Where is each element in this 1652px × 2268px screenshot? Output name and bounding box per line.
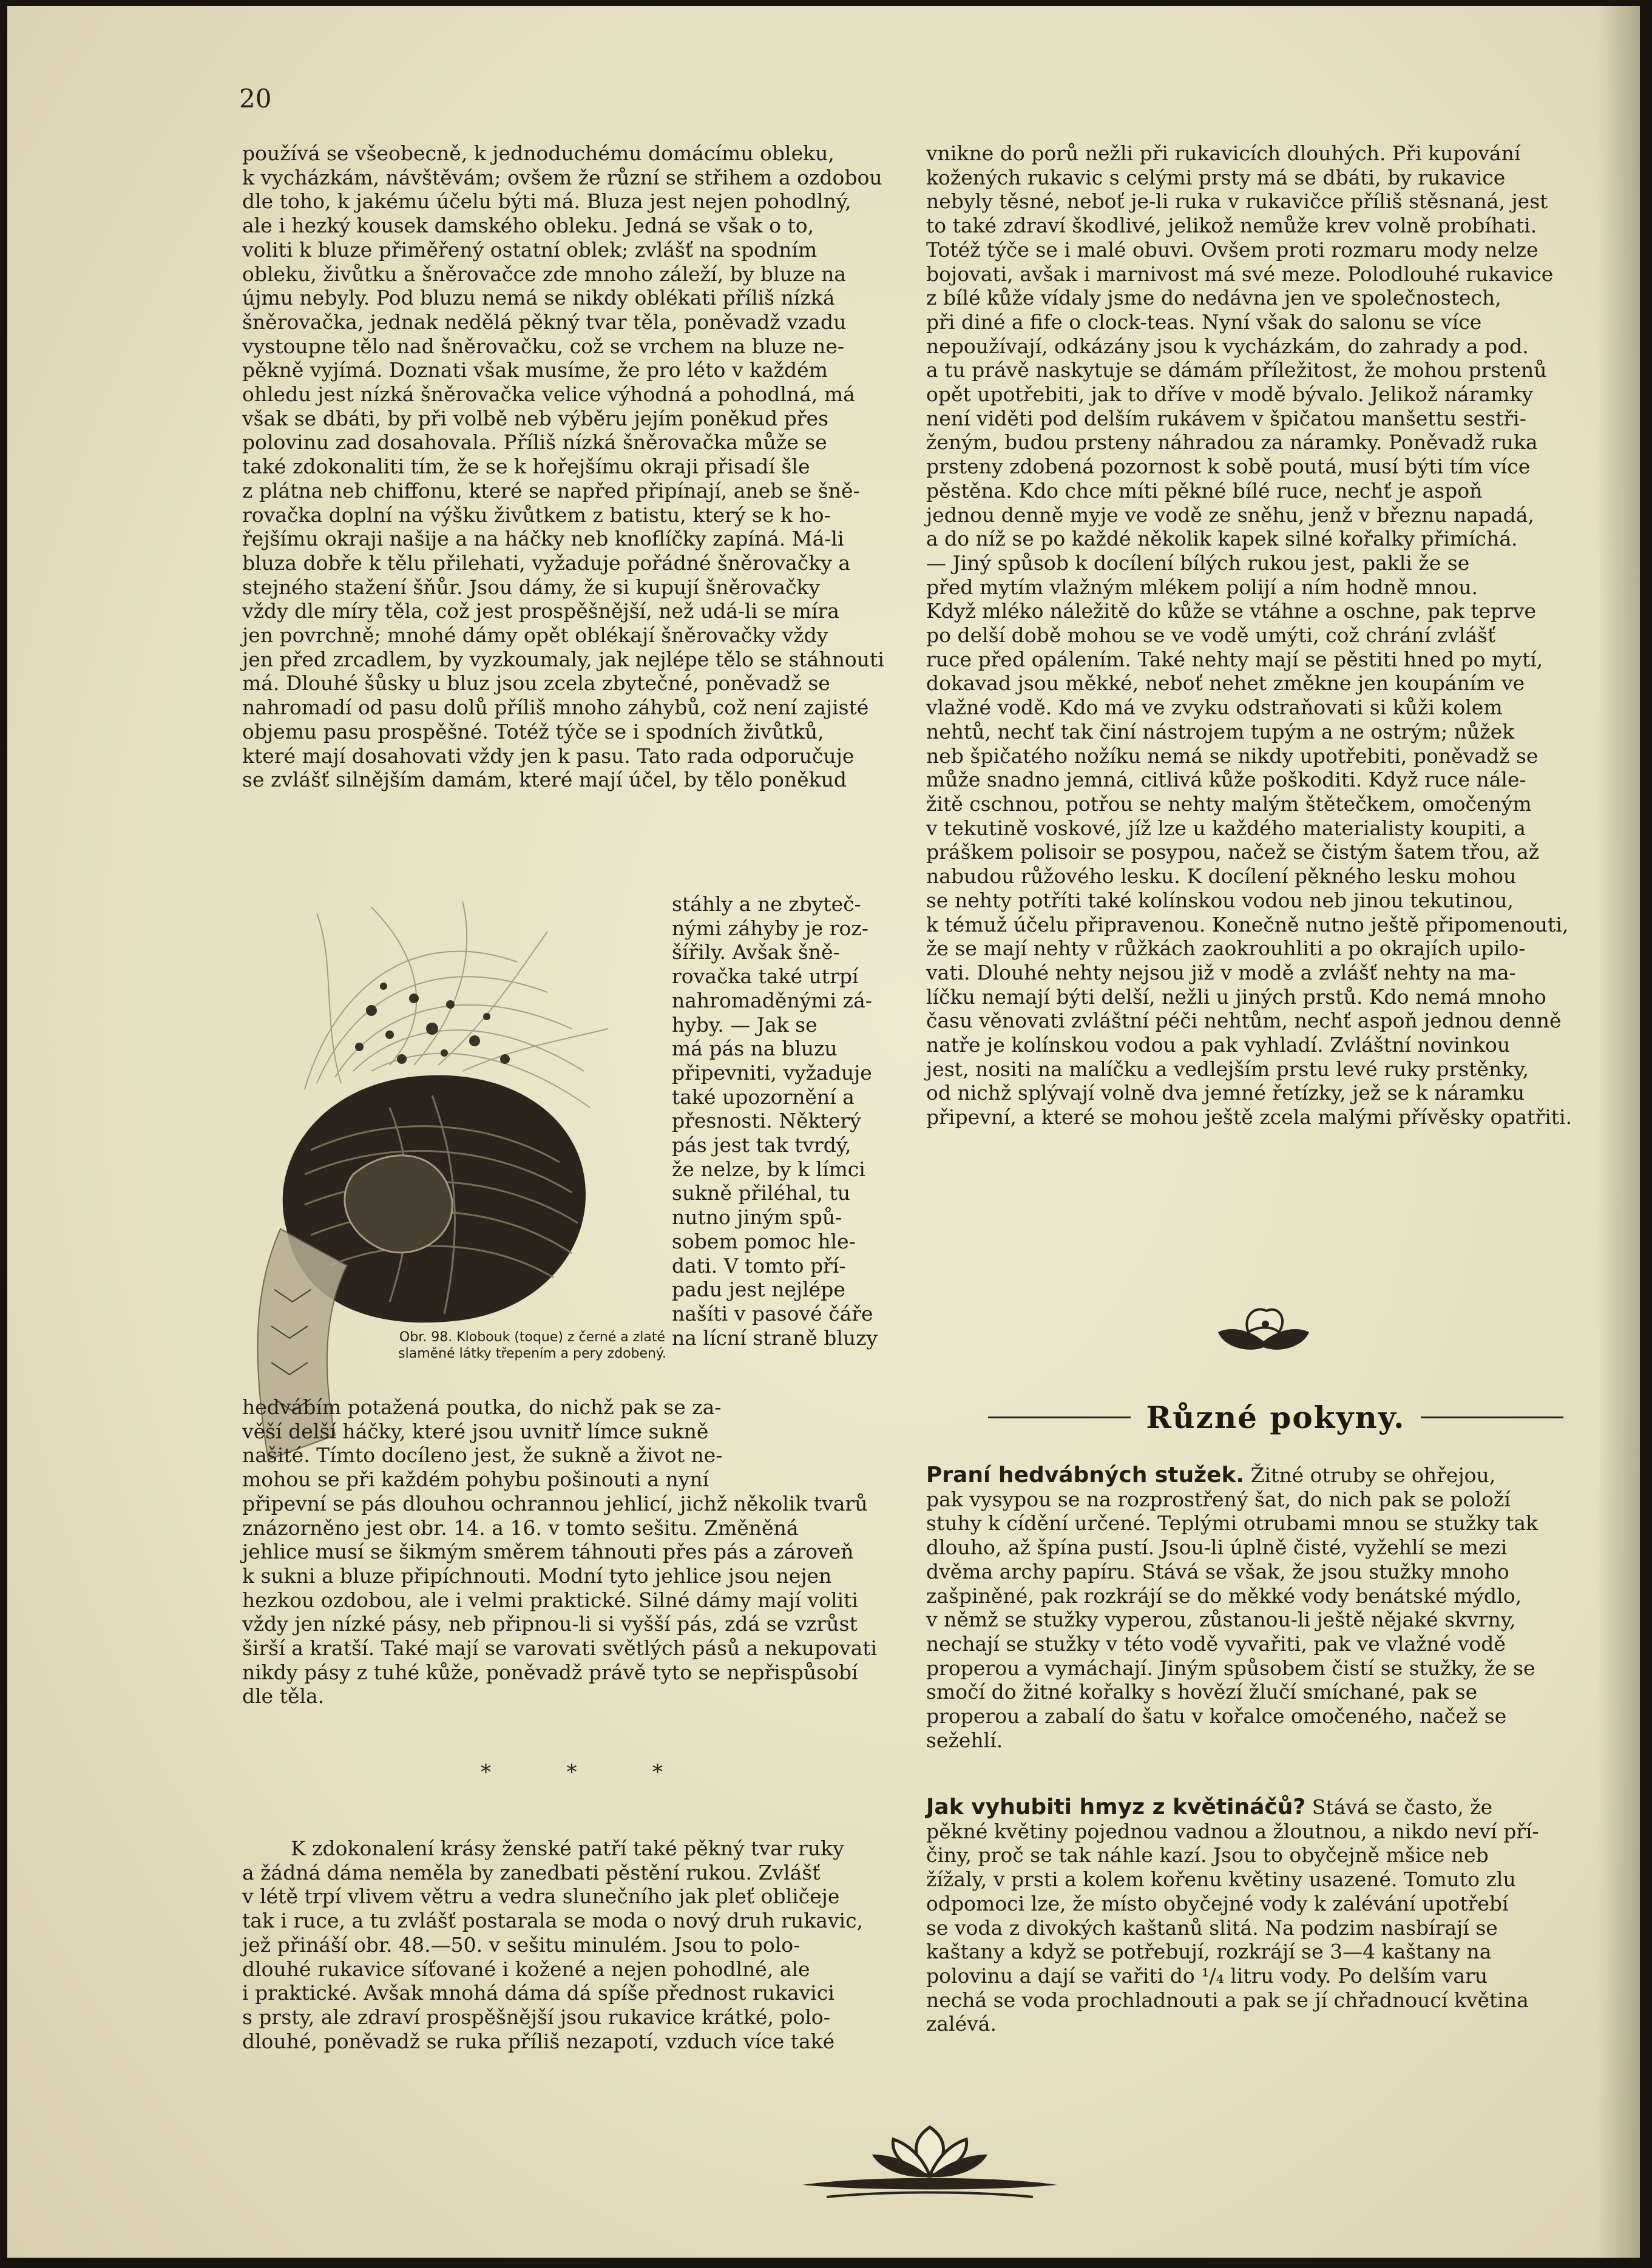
separator-star: * (481, 1760, 491, 1784)
right-column-text: vnikne do porů nežli při rukavicích dlouhých. Při kupování kožených rukavic s celými prsty má se dbáti, by rukavice nebyly těsné, neboť je-li ruka v rukavičce příliš stěsnaná, jest to také zdraví škodlivé, jelikož nemůže krev volně probíhati. Totéž týče se i malé obuvi. Ovšem proti rozmaru mody nelze bojovati, avšak i marnivost má své meze. Polodlouhé rukavice z bílé kůže vídaly jsme do nedávna jen ve společnostech, při diné a fife o clock-teas. Nyní však do salonu se více nepoužívají, odkázány jsou k vycházkám, do zahrady a pod. a tu právě naskytuje se dámám příležitost, že mohou prstenů opět upotřebiti, jak to dříve v modě bývalo. Jelikož náramky není viděti pod delším rukávem v špičatou manšettu sestři- ženým, budou prsteny náhradou za náramky. Poněvadž ruka prsteny zdobená pozornost k sobě poutá, musí býti tím více pěstěna. Kdo chce míti pěkné bílé ruce, nechť je aspoň jednou denně myje ve vodě ze sněhu, jenž v březnu napadá, a do níž se po každé několik kapek silné kořalky přimíchá. — Jiný spůsob k docílení bílých rukou jest, pakli že se před mytím vlažným mlékem polijí a ním hodně mnou. Když mléko náležitě do kůže se vtáhne a oschne, pak teprve po delší době mohou se ve vodě umýti, což chrání zvlášť ruce před opálením. Také nehty mají se pěstiti hned po mytí, dokavad jsou měkké, neboť nehet změkne jen koupáním ve vlažné vodě. Kdo má ve zvyku odstraňovati si kůži kolem nehtů, nechť tak činí nástrojem tupým a ne ostrým; nůžek neb špičatého nožíku nemá se nikdy upotřebiti, poněvadž se může snadno jemná, citlivá kůže poškoditi. Když ruce nále- žitě cschnou, potřou se nehty malým štětečkem, omočeným v tekutině voskové, jíž lze u každého materialisty koupiti, a práškem polisoir se posypou, načež se čistým šatem třou, až nabudou růžového lesku. K docílení pěkného lesku mohou se nehty potříti také kolínskou vodou neb jinou tekutinou, k témuž účelu připravenou. Konečně nutno ještě připomenouti, že se mají nehty v růžkách zaokrouhliti a po okrajích upilo- vati. Dlouhé nehty nejsou již v modě a zvlášť nehty na ma- líčku nemají býti delší, nežli u jiných prstů. Kdo nemá mnoho času věnovati zvláštní péči nehtům, nechť aspoň jednou denně natře je kolínskou vodou a pak vyhladí. Zvláštní novinkou jest, nositi na malíčku a vedlejším prstu levé ruky prstěnky, od nichž splývají volně dva jemné řetízky, jež se k náramku připevní, a které se mohou ještě zcela malými přívěsky opatřiti. (926, 141, 1572, 1129)
floral-ornament-icon (1212, 1299, 1315, 1359)
hat-illustration (232, 889, 669, 1472)
page (7, 6, 1640, 2258)
pest-removal-paragraph (926, 1795, 1580, 2036)
left-column-continued-text: hedvábím potažená poutka, do nichž pak se za- věší delší háčky, které jsou uvnitř límce sukně našité. Tímto docíleno jest, že sukně a život ne- mohou se při každém pohybu pošinouti a nyní připevní se pás dlouhou ochrannou jehlicí, jichž několik tvarů znázorněno jest obr. 14. a 16. v tomto sešitu. Změněná jehlice musí se šikmým směrem táhnouti přes pás a zároveň k sukni a bluze připíchnouti. Modní tyto jehlice jsou nejen hezkou ozdobou, ale i velmi praktické. Silné dámy mají voliti vždy jen nízké pásy, neb připnou-li si vyšší pás, zdá se vzrůst širší a kratší. Také mají se varovati světlých pásů a nekupovati nikdy pásy z tuhé kůže, poněvadž právě tyto se nepřispůsobí dle těla. (242, 1395, 878, 1708)
separator-star: * (566, 1760, 577, 1784)
section-separator-stars (481, 1760, 663, 1784)
pest-removal-heading: Jak vyhubiti hmyz z květináčů? (926, 1795, 1306, 1819)
left-column-wrap-text: stáhly a ne zbyteč- nými záhyby je roz- šířily. Avšak šně- rovačka také utrpí nahromaděnými zá- hyby. — Jak se má pás na bluzu připevniti, vyžaduje také upozornění a přesnosti. Některý pás jest tak tvrdý, že nelze, by k límci sukně přiléhal, tu nutno jiným spů- sobem pomoc hle- dati. V tomto pří- padu jest nejlépe našíti v pasové čáře na lícní straně bluzy (672, 892, 878, 1350)
figure-caption: Obr. 98. Klobouk (toque) z černé a zlaté slaměné látky třepením a pery zdobený. (398, 1330, 666, 1361)
title-rule-left (988, 1417, 1131, 1418)
ribbon-washing-heading: Praní hedvábných stužek. (926, 1463, 1245, 1488)
left-column-hands-text: K zdokonalení krásy ženské patří také pěkný tvar ruky a žádná dáma neměla by zanedbati pěstění rukou. Zvlášť v létě trpí vlivem větru a vedra slunečního jak pleť obličeje tak i ruce, a tu zvlášť postarala se moda o nový druh rukavic, jež přináší obr. 48.—50. v sešitu minulém. Jsou to polo- dlouhé rukavice síťované i kožené a nejen pohodlné, ale i praktické. Avšak mnohá dáma dá spíše přednost rukavici s prsty, ale zdraví prospěšnější jsou rukavice krátké, polo- dlouhé, poněvadž se ruka příliš nezapotí, vzduch více také (242, 1836, 864, 2053)
page-number: 20 (239, 84, 272, 113)
left-column-text: používá se všeobecně, k jednoduchému domácímu obleku, k vycházkám, návštěvám; ovšem že různí se střihem a ozdobou dle toho, k jakému účelu býti má. Bluza jest nejen pohodlný, ale i hezký kousek damského obleku. Jedná se však o to, voliti k bluze přiměřený ostatní oblek; zvlášť na spodním obleku, živůtku a šněrovačce zde mnoho záleží, by bluze na újmu nebyly. Pod bluzu nemá se nikdy oblékati příliš nízká šněrovačka, jednak nedělá pěkný tvar těla, poněvadž vzadu vystoupne tělo nad šněrovačku, což se vrchem na bluze ne- pěkně vyjímá. Doznati však musíme, že pro léto v každém ohledu jest nízká šněrovačka velice výhodná a pohodlná, má však se dbáti, by při volbě neb výběru jejím poněkud přes polovinu zad dosahovala. Příliš nízká šněrovačka může se také zdokonaliti tím, že se k hořejšímu okraji přisadí šle z plátna neb chiffonu, které se napřed připínají, aneb se šně- rovačka doplní na výšku živůtkem z batistu, který se k ho- řejšímu okraji našije a na háčky neb knoflíčky zapíná. Má-li bluza dobře k tělu přilehati, vyžaduje pořádné šněrovačky a stejného stažení šňůr. Jsou dámy, že si kupují šněrovačky vždy dle míry těla, což jest prospěšnější, než udá-li se míra jen povrchně; mnohé dámy opět oblékají šněrovačky vždy jen před zrcadlem, by vyzkoumaly, jak nejlépe tělo se stáhnouti má. Dlouhé šůsky u bluz jsou zcela zbytečné, poněvadž se nahromadí od pasu dolů příliš mnoho záhybů, což není zajisté objemu pasu prospěšné. Totéž týče se i spodních živůtků, které mají dosahovati vždy jen k pasu. Tato rada odporučuje se zvlášť silnějším damám, které mají účel, by tělo poněkud (242, 141, 884, 792)
separator-star: * (652, 1760, 663, 1784)
pest-removal-text: Stává se často, že pěkné květiny pojednou vadnou a žloutnou, a nikdo neví pří- činy, proč se tak náhle kazí. Jsou to obyčejně mšice neb žížaly, v prsti a kolem kořenu květiny usazené. Tomuto zlu odpomoci lze, že místo obyčejné vody k zalévání upotřebí se voda z divokých kaštanů slitá. Na podzim nasbírají se kaštany a když se potřebují, rozkrájí se 3—4 kaštany na polovinu a dají se vařiti do ¹/₄ litru vody. Po delším varu nechá se voda prochladnouti a pak se jí chřadnoucí květina zalévá. (926, 1795, 1539, 2036)
ribbon-washing-paragraph (926, 1463, 1580, 1752)
section-title-text: Různé pokyny. (1146, 1400, 1406, 1435)
section-title (972, 1400, 1579, 1435)
ribbon-washing-text: Žitné otruby se ohřejou, pak vysypou se na rozprostřený šat, do nich pak se položí stuhy k cídění určené. Teplými otrubami mnou se stužky tak dlouho, až špína pustí. Jsou-li úplně čisté, vyžehlí se mezi dvěma archy papíru. Stává se však, že jsou stužky mnoho zašpiněné, pak rozkrájí se do měkké vody benátské mýdlo, v němž se stužky vyperou, zůstanou-li ještě nějaké skvrny, nechají se stužky v této vodě vyvařiti, pak ve vlažné vodě properou a vymáchají. Jiným spůsobem čistí se stužky, že se smočí do žitné kořalky s hovězí žlučí smíchané, pak se properou a zabalí do šatu v kořalce omočeného, načež se sežehlí. (926, 1463, 1539, 1752)
lotus-ornament-icon (790, 2121, 1069, 2206)
title-rule-right (1421, 1417, 1563, 1418)
page-fold-shadow (1597, 6, 1640, 2258)
